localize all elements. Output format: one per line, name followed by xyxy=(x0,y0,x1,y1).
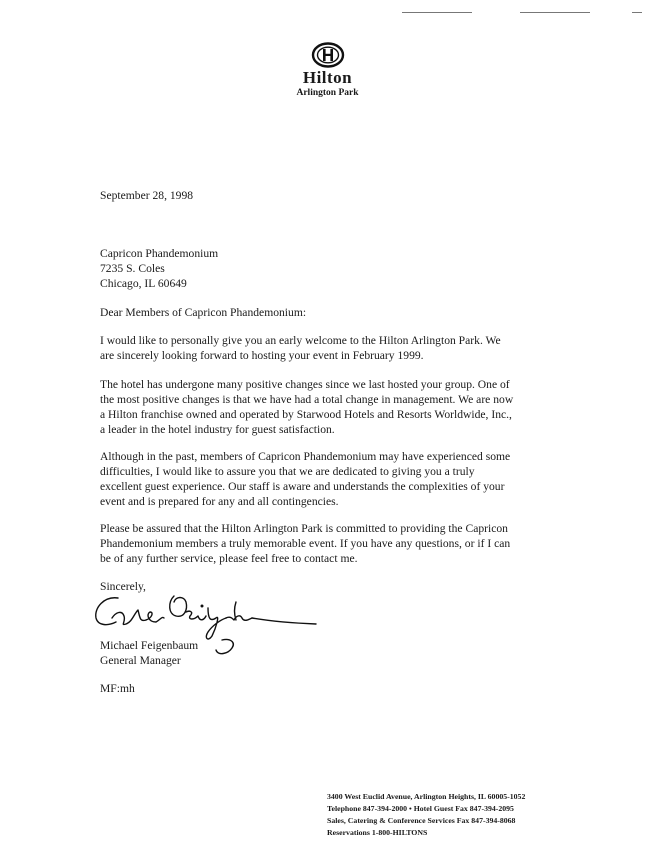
scan-mark xyxy=(402,12,472,13)
body-paragraph xyxy=(100,377,560,437)
paragraph-line: a leader in the hotel industry for guest satisfaction. xyxy=(100,423,335,436)
salutation: Dear Members of Capricon Phandemonium: xyxy=(100,306,307,319)
letterhead xyxy=(0,42,655,99)
footer-sales-fax: Sales, Catering & Conference Services Fax 847-394-8068 xyxy=(327,816,516,825)
paragraph-line: difficulties, I would like to assure you that we are dedicated to giving you a truly xyxy=(100,465,475,478)
paragraph-line: Phandemonium members a truly memorable event. If you have any questions, or if I can xyxy=(100,537,511,550)
body-paragraph xyxy=(100,521,560,566)
reference-initials: MF:mh xyxy=(100,682,135,695)
body-paragraph xyxy=(100,449,560,509)
body-paragraph xyxy=(100,333,560,363)
paragraph-line: Although in the past, members of Capricon Phandemonium may have experienced some xyxy=(100,450,511,463)
scan-mark xyxy=(632,12,642,13)
footer-reservations: Reservations 1-800-HILTONS xyxy=(327,828,428,837)
paragraph-line: the most positive changes is that we have had a total change in management. We are now xyxy=(100,393,514,406)
paragraph-line: I would like to personally give you an early welcome to the Hilton Arlington Park. We xyxy=(100,334,501,347)
footer-contact xyxy=(327,791,525,839)
signer-name: Michael Feigenbaum xyxy=(100,639,199,652)
scan-mark xyxy=(520,12,590,13)
footer-phone: Telephone 847-394-2000 • Hotel Guest Fax 847-394-2095 xyxy=(327,804,514,813)
hilton-logo-icon xyxy=(311,42,345,68)
brand-location: Arlington Park xyxy=(296,88,359,98)
signer-title: General Manager xyxy=(100,654,181,667)
paragraph-line: event and is prepared for any and all contingencies. xyxy=(100,495,339,508)
footer-address: 3400 West Euclid Avenue, Arlington Heights, IL 60005-1052 xyxy=(327,792,526,801)
brand-name: Hilton xyxy=(302,68,353,87)
recipient-name: Capricon Phandemonium xyxy=(100,247,219,260)
closing: Sincerely, xyxy=(100,580,146,593)
paragraph-line: The hotel has undergone many positive changes since we last hosted your group. One of xyxy=(100,378,510,391)
paragraph-line: Please be assured that the Hilton Arlington Park is committed to providing the Capricon xyxy=(100,522,508,535)
paragraph-line: are sincerely looking forward to hosting your event in February 1999. xyxy=(100,349,424,362)
letter-date: September 28, 1998 xyxy=(100,189,194,202)
paragraph-line: be of any further service, please feel free to contact me. xyxy=(100,552,358,565)
paragraph-line: excellent guest experience. Our staff is aware and understands the complexities of your xyxy=(100,480,505,493)
recipient-street: 7235 S. Coles xyxy=(100,262,165,275)
paragraph-line: a Hilton franchise owned and operated by Starwood Hotels and Resorts Worldwide, Inc., xyxy=(100,408,512,421)
recipient-city: Chicago, IL 60649 xyxy=(100,277,187,290)
